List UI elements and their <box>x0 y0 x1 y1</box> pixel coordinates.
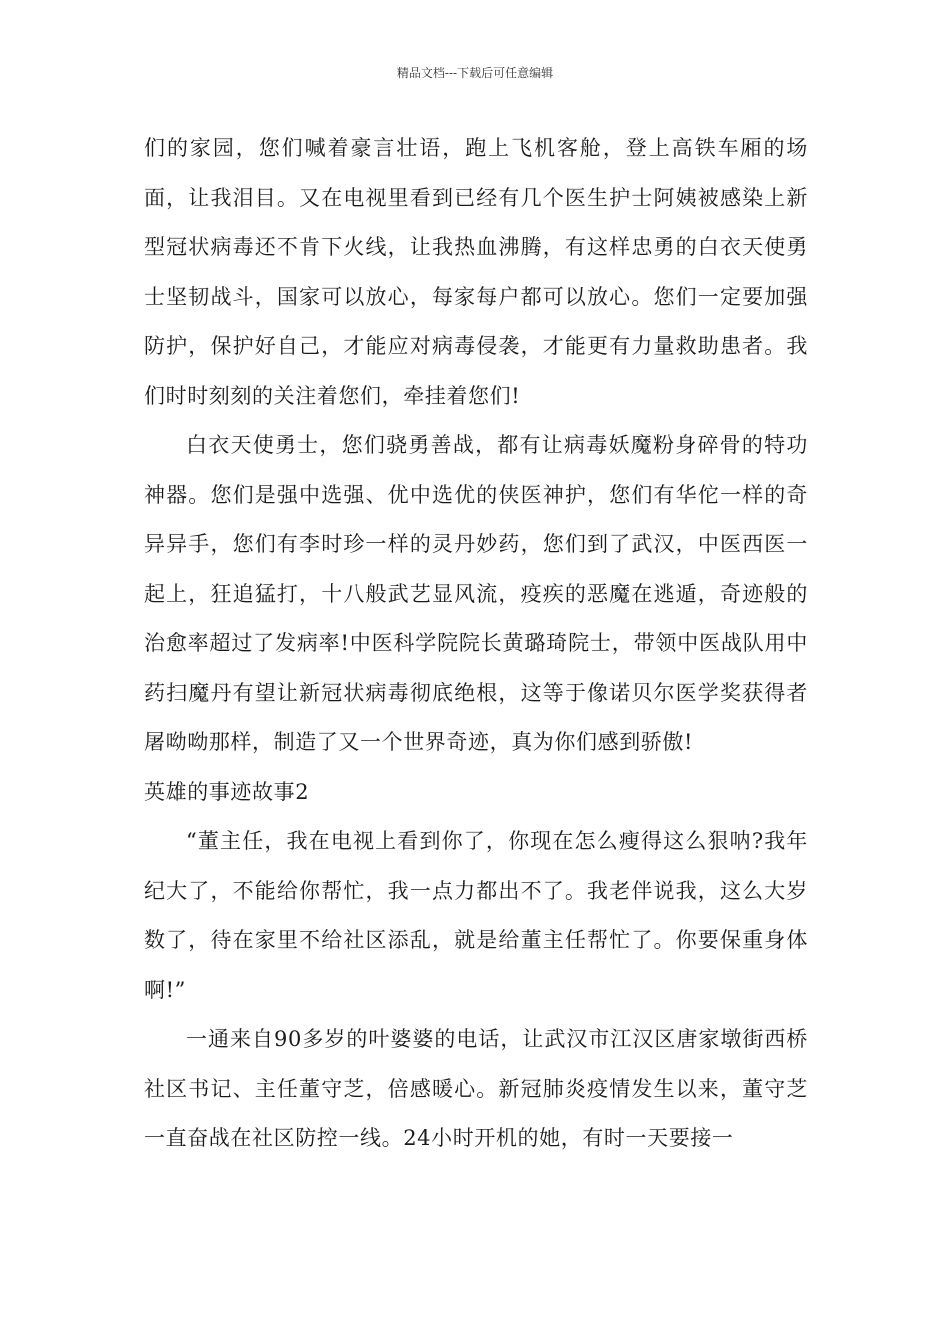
paragraph-2: 白衣天使勇士，您们骁勇善战，都有让病毒妖魔粉身碎骨的特功神器。您们是强中选强、优中选优的侠医神护，您们有华佗一样的奇异异手，您们有李时珍一样的灵丹妙药，您们到了武汉，中医西医一起上，狂追猛打，十八般武艺显风流，疫疾的恶魔在逃遁，奇迹般的治愈率超过了发病率!中医科学院院长黄璐琦院士，带领中医战队用中药扫魔丹有望让新冠状病毒彻底绝根，这等于像诺贝尔医学奖获得者屠呦呦那样，制造了又一个世界奇迹，真为你们感到骄傲! <box>144 433 808 754</box>
document-body <box>144 124 808 1164</box>
paragraph-1: 们的家园，您们喊着豪言壮语，跑上飞机客舱，登上高铁车厢的场面，让我泪目。又在电视里看到已经有几个医生护士阿姨被感染上新型冠状病毒还不肯下火线，让我热血沸腾，有这样忠勇的白衣天使勇士坚韧战斗，国家可以放心，每家每户都可以放心。您们一定要加强防护，保护好自己，才能应对病毒侵袭，才能更有力量救助患者。我们时时刻刻的关注着您们，牵挂着您们! <box>144 136 808 408</box>
paragraph-3: “董主任，我在电视上看到你了，你现在怎么瘦得这么狠呐?我年纪大了，不能给你帮忙，我一点力都出不了。我老伴说我，这么大岁数了，待在家里不给社区添乱，就是给董主任帮忙了。你要保重身体啊!” <box>144 829 808 1002</box>
section-heading: 英雄的事迹故事2 <box>144 779 310 804</box>
paragraph-4: 一通来自90多岁的叶婆婆的电话，让武汉市江汉区唐家墩街西桥社区书记、主任董守芝，倍感暖心。新冠肺炎疫情发生以来，董守芝一直奋战在社区防控一线。24小时开机的她，有时一天要接一 <box>144 1027 808 1150</box>
page-header: 精品文档---下载后可任意编辑 <box>396 66 554 80</box>
